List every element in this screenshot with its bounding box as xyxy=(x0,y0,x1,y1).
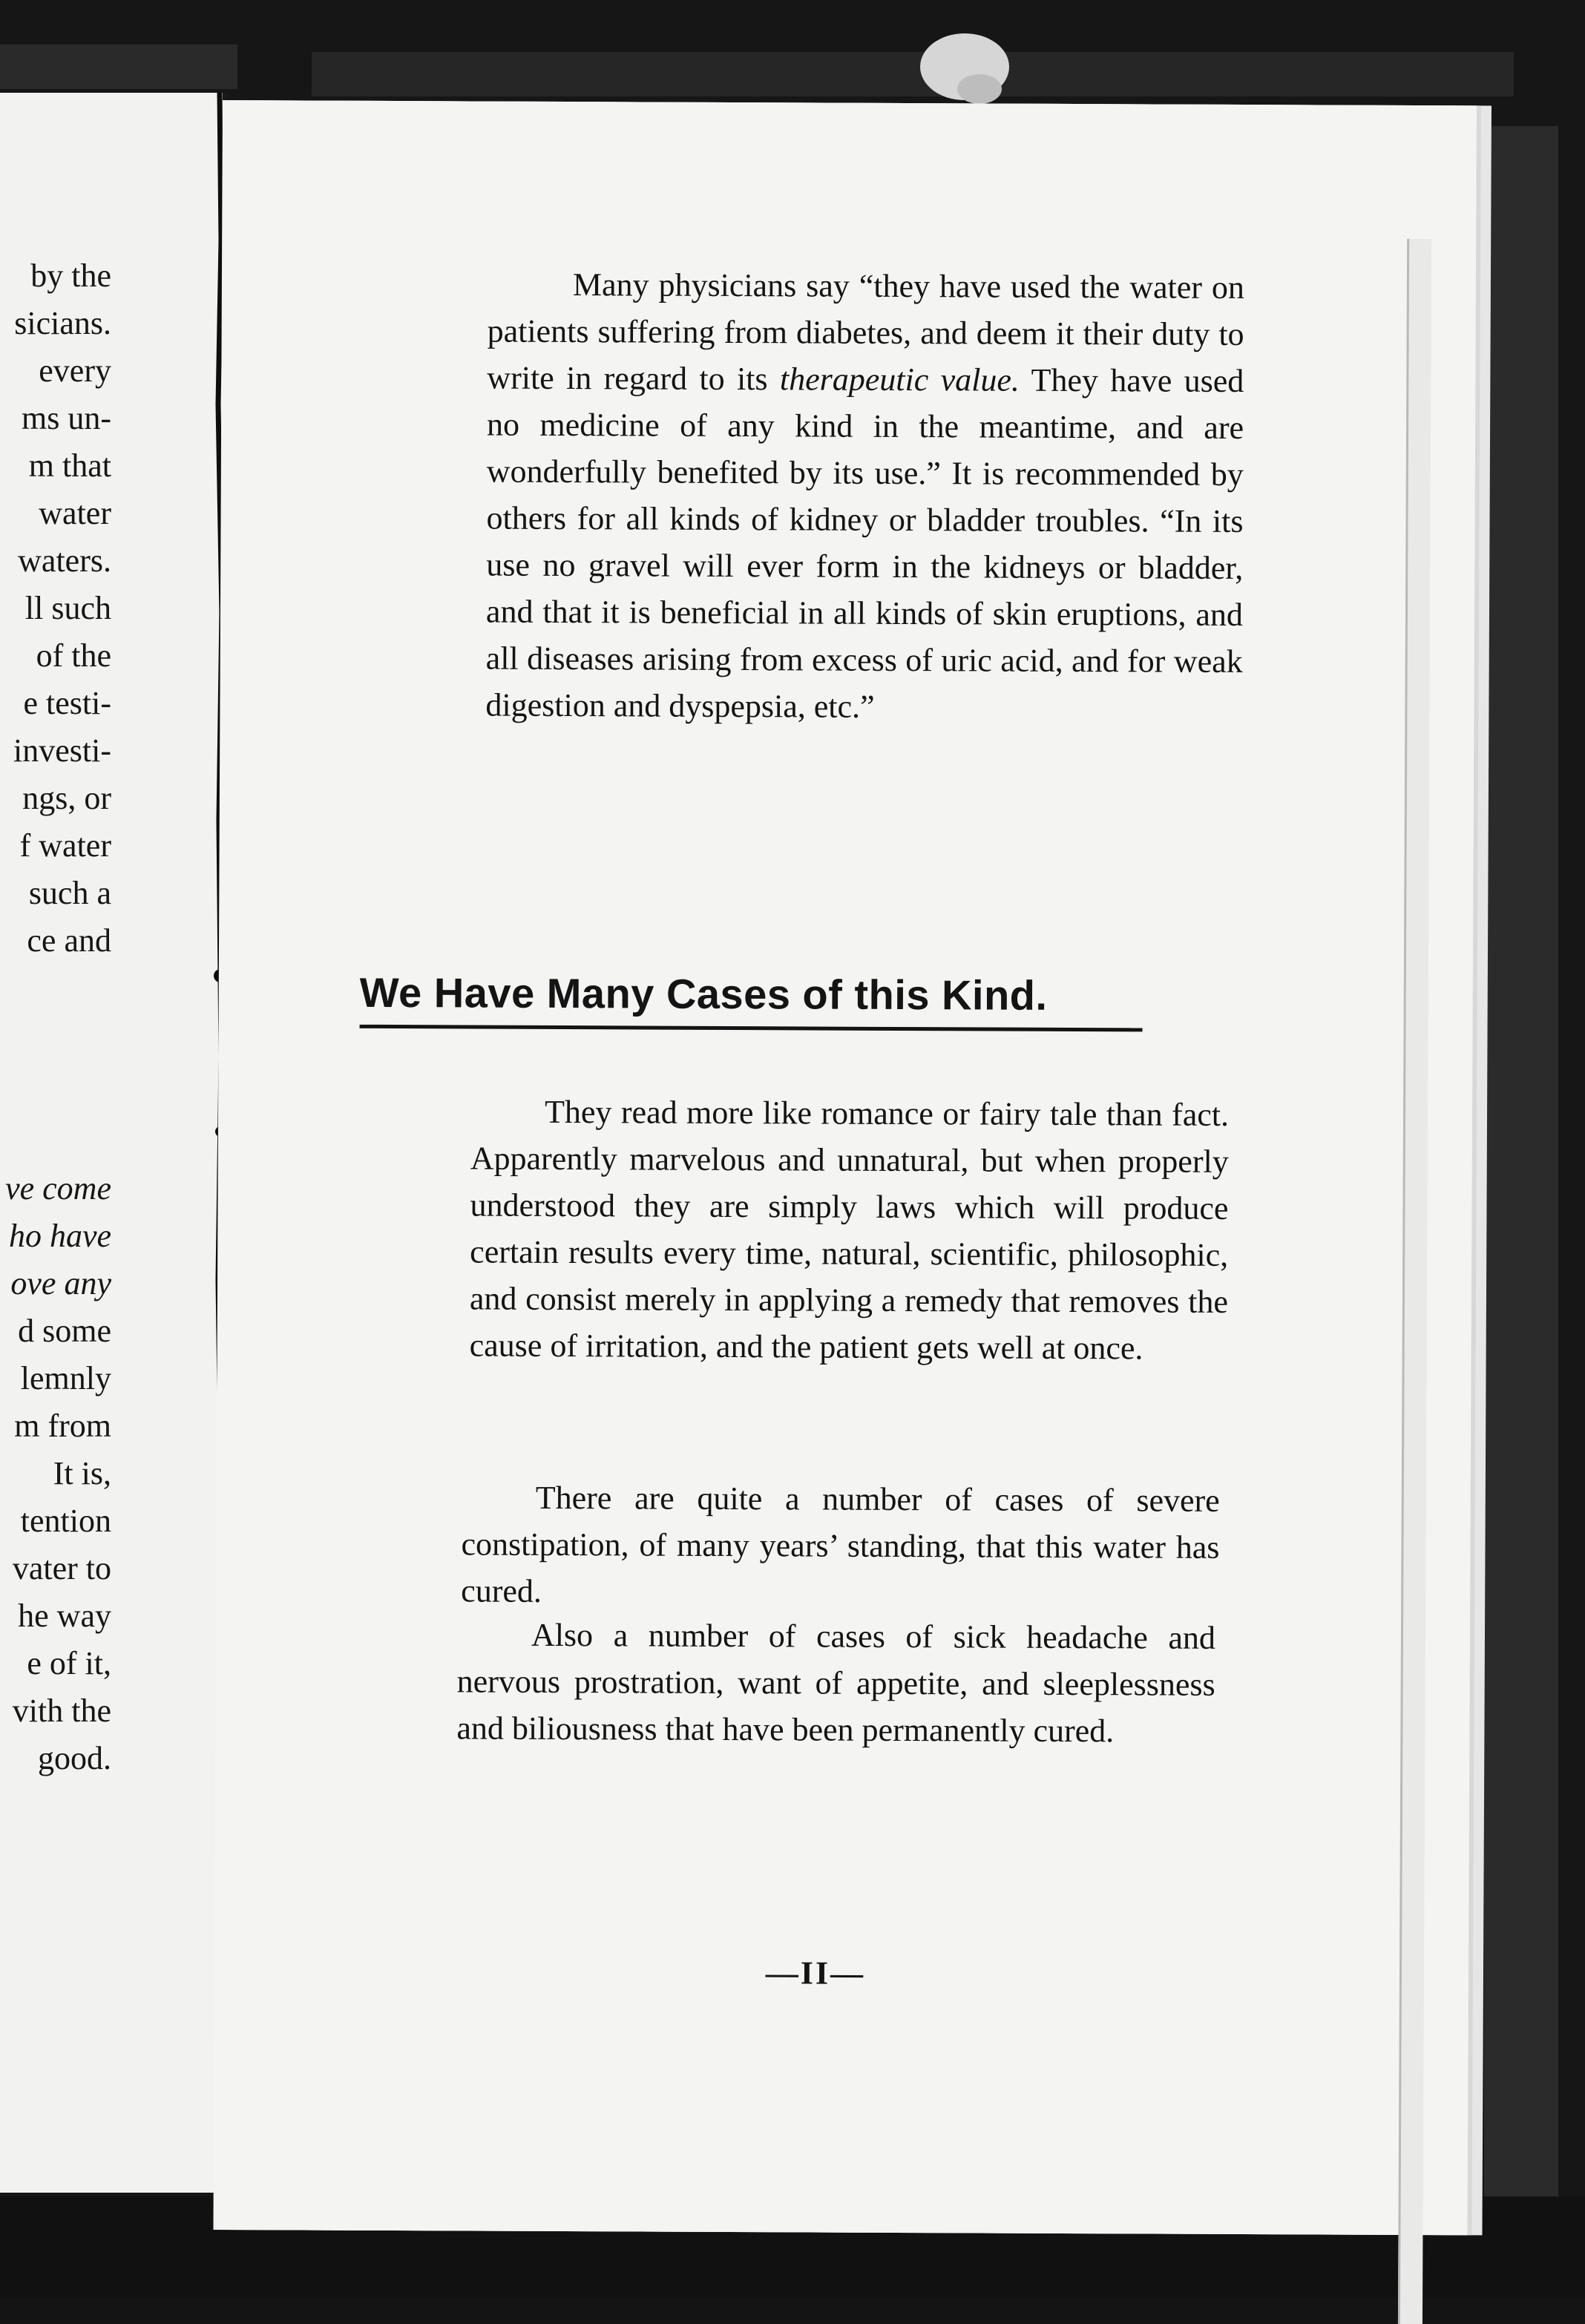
paragraph-physicians-end: They have used no medicine of any kind in the meantime, and are wonderfully benefited by its use.” It is recommended by others for all kinds of kidney or bladder troubles. “In its use no gravel will ever form in the kidneys or bladder, and that it is beneficial in all kinds of skin eruptions, and all diseases arising from excess of uric acid, and for weak digestion and dyspepsia, etc.” xyxy=(485,361,1244,725)
previous-page-line: he way xyxy=(18,1598,111,1634)
previous-page-line: investi- xyxy=(13,732,111,769)
previous-page-line: lemnly xyxy=(20,1360,111,1396)
previous-page-line: It is, xyxy=(53,1455,111,1491)
previous-page-line: ll such xyxy=(24,590,111,626)
previous-page-line: ce and xyxy=(27,922,111,959)
previous-page-line: such a xyxy=(28,875,111,911)
previous-page-line: e of it, xyxy=(27,1645,111,1681)
page-edge xyxy=(1398,239,1431,2324)
previous-page-line: waters. xyxy=(18,542,111,579)
previous-page-line: d some xyxy=(18,1313,111,1349)
previous-page-line: of the xyxy=(36,637,111,674)
previous-page-line: m from xyxy=(14,1408,111,1444)
previous-page-line: ngs, or xyxy=(22,780,111,816)
paragraph-physicians-start: Many physicians say “they have used the water on patients suffering from diabetes, and deem it their duty to write in regard to its xyxy=(487,266,1245,398)
previous-page-line: e testi- xyxy=(23,685,111,721)
paragraph-physicians xyxy=(485,261,1244,732)
previous-page-line: sicians. xyxy=(14,305,111,341)
paragraph-constipation: There are quite a number of cases of severe constipation, of many years’ standing, that this water has cured. xyxy=(461,1479,1220,1609)
paragraph-headache: Also a number of cases of sick headache and nervous prostration, want of appetite, and sleeplessness and biliousness that have been permanently cured. xyxy=(456,1616,1216,1750)
italic-phrase: therapeutic value. xyxy=(779,361,1020,398)
previous-page-line: ho have xyxy=(8,1218,111,1254)
previous-page-line: good. xyxy=(38,1740,111,1776)
paragraph-romance: They read more like romance or fairy tale than fact. Apparently marvelous and unnatural, but when properly understood they are simply laws which will produce certain results every time, natural, scientific, philosophic, and consist merely in applying a remedy that removes the cause of irritation, and the patient gets well at once. xyxy=(469,1093,1230,1367)
section-heading: We Have Many Cases of this Kind. xyxy=(360,965,1143,1032)
previous-page-line: by the xyxy=(30,257,111,294)
previous-page-line: m that xyxy=(28,447,111,484)
previous-page-text xyxy=(0,93,223,2193)
previous-page-line: water xyxy=(39,495,111,531)
previous-page-line: ms un- xyxy=(22,400,111,436)
book-page xyxy=(213,100,1477,2235)
previous-page-line: f water xyxy=(19,827,111,864)
page-number: —II— xyxy=(765,1954,866,1992)
previous-page-line: every xyxy=(39,352,111,389)
previous-page-line: ove any xyxy=(10,1265,111,1301)
previous-page-line: tention xyxy=(20,1503,111,1539)
previous-page-fragment xyxy=(0,93,227,2193)
previous-page-line: ve come xyxy=(5,1170,111,1207)
previous-page-line: vith the xyxy=(12,1693,111,1729)
previous-page-line: vater to xyxy=(12,1550,111,1586)
